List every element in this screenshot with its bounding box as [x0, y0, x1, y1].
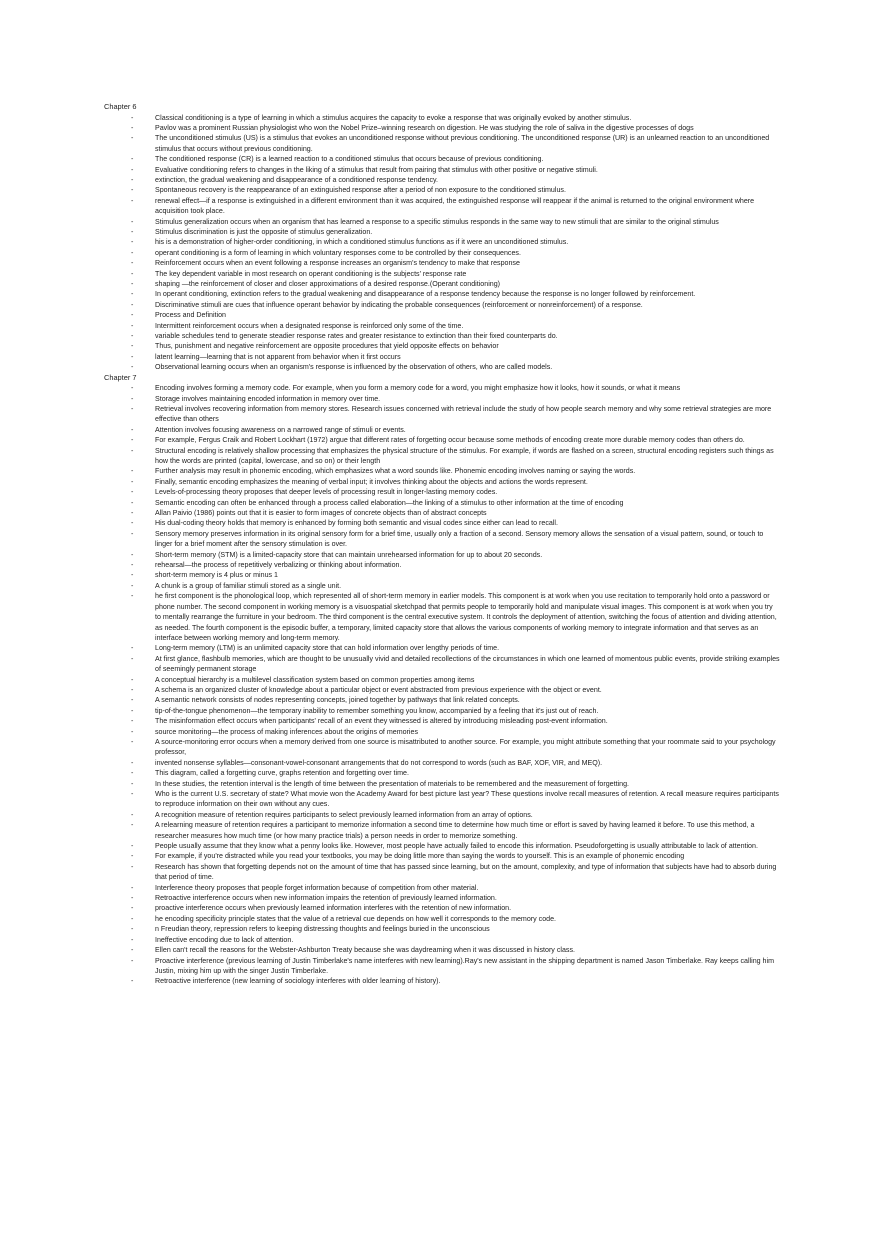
bullet-dash: - [131, 758, 134, 767]
item-text: A chunk is a group of familiar stimuli stored as a single unit. [155, 581, 342, 590]
item-text: The conditioned response (CR) is a learned reaction to a conditioned stimulus that occurs because of previous conditioning. [155, 155, 544, 164]
item-text: Intermittent reinforcement occurs when a designated response is reinforced only some of the time. [155, 321, 464, 330]
list-item [104, 810, 780, 820]
item-text: variable schedules tend to generate steadier response rates and greater resistance to extinction than their fixed counterparts do. [155, 332, 558, 341]
bullet-list [104, 113, 780, 373]
item-text: A schema is an organized cluster of knowledge about a particular object or event abstracted from previous experience with the object or event. [155, 685, 602, 694]
list-item [104, 570, 780, 580]
item-text: The misinformation effect occurs when participants' recall of an event they witnessed is altered by introducing misleading post-event information. [155, 717, 608, 726]
list-item [104, 425, 780, 435]
item-text: invented nonsense syllables—consonant-vowel-consonant arrangements that do not correspond to words (such as BAF, XOF, VIR, and MEQ). [155, 758, 603, 767]
bullet-dash: - [131, 384, 134, 393]
item-text: Storage involves maintaining encoded information in memory over time. [155, 394, 381, 403]
bullet-dash: - [131, 592, 134, 601]
bullet-dash: - [131, 300, 134, 309]
bullet-dash: - [131, 238, 134, 247]
item-text: A semantic network consists of nodes representing concepts, joined together by pathways that link related concepts. [155, 696, 520, 705]
bullet-dash: - [131, 644, 134, 653]
list-item [104, 185, 780, 195]
list-item [104, 352, 780, 362]
item-text: Process and Definition [155, 311, 226, 320]
list-item [104, 643, 780, 653]
list-item [104, 737, 780, 758]
list-item [104, 924, 780, 934]
item-text: People usually assume that they know what a penny looks like. However, most people have actually failed to encode this information. Pseudoforgetting is usually attributable to lack of attention. [155, 842, 758, 851]
item-text: Sensory memory preserves information in its original sensory form for a brief time, usually only a fraction of a second. Sensory memory allows the sensation of a visual pattern, sound, or touch to linger for a brief moment after the sensory stimulation is over. [155, 529, 764, 549]
bullet-dash: - [131, 123, 134, 132]
bullet-dash: - [131, 769, 134, 778]
bullet-dash: - [131, 852, 134, 861]
bullet-dash: - [131, 155, 134, 164]
bullet-dash: - [131, 821, 134, 830]
list-item [104, 300, 780, 310]
item-text: His dual-coding theory holds that memory is enhanced by forming both semantic and visual codes since either can lead to recall. [155, 519, 558, 528]
item-text: Finally, semantic encoding emphasizes the meaning of verbal input; it involves thinking about the objects and actions the words represent. [155, 477, 588, 486]
bullet-dash: - [131, 363, 134, 372]
list-item [104, 123, 780, 133]
bullet-dash: - [131, 550, 134, 559]
item-text: The unconditioned stimulus (US) is a stimulus that evokes an unconditioned response without previous conditioning. The unconditioned response (UR) is an unlearned reaction to an unconditioned stimulus that occurs without previous conditioning. [155, 134, 770, 153]
bullet-dash: - [131, 779, 134, 788]
list-item [104, 435, 780, 445]
list-item [104, 820, 780, 841]
bullet-dash: - [131, 477, 134, 486]
bullet-dash: - [131, 675, 134, 684]
chapter-section [104, 102, 780, 373]
bullet-dash: - [131, 696, 134, 705]
list-item [104, 341, 780, 351]
list-item [104, 487, 780, 497]
item-text: Stimulus discrimination is just the opposite of stimulus generalization. [155, 227, 373, 236]
list-item [104, 175, 780, 185]
bullet-dash: - [131, 883, 134, 892]
item-text: Allan Paivio (1986) points out that it is easier to form images of concrete objects than of abstract concepts [155, 509, 487, 518]
item-text: proactive interference occurs when previously learned information interferes with the retention of new information. [155, 904, 512, 913]
bullet-dash: - [131, 842, 134, 851]
item-text: Further analysis may result in phonemic encoding, which emphasizes what a word sounds like. Phonemic encoding involves naming or saying the words. [155, 467, 636, 476]
item-text: Observational learning occurs when an organism's response is influenced by the observation of others, who are called models. [155, 363, 553, 372]
list-item [104, 560, 780, 570]
item-text: For example, Fergus Craik and Robert Lockhart (1972) argue that different rates of forgetting occur because some methods of encoding create more durable memory codes than others do. [155, 436, 745, 445]
item-text: operant conditioning is a form of learning in which voluntary responses come to be controlled by their consequences. [155, 248, 521, 257]
item-text: At first glance, flashbulb memories, which are thought to be unusually vivid and detailed recollections of the circumstances in which one learned of momentous public events, provide striking examples of seemingly permanent storage [155, 654, 780, 674]
bullet-dash: - [131, 914, 134, 923]
item-text: Research has shown that forgetting depends not on the amount of time that has passed since learning, but on the amount, complexity, and type of information that subjects have had to absorb during that period of time. [155, 862, 777, 882]
bullet-dash: - [131, 519, 134, 528]
list-item [104, 196, 780, 217]
bullet-dash: - [131, 280, 134, 288]
item-text: In operant conditioning, extinction refers to the gradual weakening and disappearance of a response tendency because the response is no longer followed by reinforcement. [155, 290, 696, 299]
list-item [104, 518, 780, 528]
bullet-dash: - [131, 342, 134, 351]
item-text: Retroactive interference occurs when new information impairs the retention of previously learned information. [155, 894, 497, 903]
list-item [104, 654, 780, 675]
bullet-dash: - [131, 654, 134, 663]
list-item [104, 237, 780, 247]
bullet-dash: - [131, 790, 134, 798]
list-item [104, 477, 780, 487]
list-item [104, 248, 780, 258]
list-item [104, 466, 780, 476]
bullet-dash: - [131, 862, 134, 871]
chapter-heading: Chapter 7 [104, 372, 137, 382]
bullet-dash: - [131, 498, 134, 507]
bullet-dash: - [131, 529, 134, 538]
list-item [104, 258, 780, 268]
item-text: A source-monitoring error occurs when a memory derived from one source is misattributed to another source. For example, you might attribute something that your roommate said to your psychology professor, [155, 737, 776, 757]
bullet-dash: - [131, 165, 134, 174]
document [104, 102, 780, 987]
list-item [104, 914, 780, 924]
item-text: Long-term memory (LTM) is an unlimited capacity store that can hold information over lengthy periods of time. [155, 644, 500, 653]
bullet-dash: - [131, 737, 134, 746]
list-item [104, 903, 780, 913]
item-text: Retroactive interference (new learning of sociology interferes with older learning of history). [155, 977, 441, 986]
item-text: he encoding specificity principle states that the value of a retrieval cue depends on how well it corresponds to the memory code. [155, 914, 557, 923]
item-text: n Freudian theory, repression refers to keeping distressing thoughts and feelings buried in the unconscious [155, 925, 490, 934]
list-item [104, 591, 780, 643]
chapter-heading: Chapter 6 [104, 102, 137, 111]
bullet-dash: - [131, 685, 134, 694]
bullet-dash: - [131, 269, 134, 278]
item-text: Classical conditioning is a type of learning in which a stimulus acquires the capacity to evoke a response that was originally evoked by another stimulus. [155, 113, 632, 122]
bullet-dash: - [131, 488, 134, 497]
item-text: Evaluative conditioning refers to changes in the liking of a stimulus that result from pairing that stimulus with other positive or negative stimuli. [155, 165, 598, 174]
list-item [104, 550, 780, 560]
bullet-dash: - [131, 561, 134, 570]
item-text: latent learning—learning that is not apparent from behavior when it first occurs [155, 352, 401, 361]
item-text: Thus, punishment and negative reinforcement are opposite procedures that yield opposite effects on behavior [155, 342, 499, 351]
bullet-dash: - [131, 467, 134, 476]
bullet-dash: - [131, 404, 134, 413]
list-item [104, 675, 780, 685]
bullet-dash: - [131, 810, 134, 819]
bullet-dash: - [131, 904, 134, 913]
item-text: Short-term memory (STM) is a limited-capacity store that can maintain unrehearsed information for up to about 20 seconds. [155, 550, 543, 559]
bullet-dash: - [131, 946, 134, 955]
list-item [104, 883, 780, 893]
list-item [104, 383, 780, 393]
item-text: source monitoring—the process of making inferences about the origins of memories [155, 727, 418, 736]
bullet-dash: - [131, 717, 134, 726]
list-item [104, 789, 780, 810]
item-text: shaping —the reinforcement of closer and closer approximations of a desired response.(Operant conditioning) [155, 280, 501, 288]
item-text: Encoding involves forming a memory code. For example, when you form a memory code for a word, you might emphasize how it looks, how it sounds, or what it means [155, 384, 681, 393]
bullet-dash: - [131, 134, 134, 143]
item-text: Levels-of-processing theory proposes that deeper levels of processing result in longer-lasting memory codes. [155, 488, 498, 497]
item-text: Proactive interference (previous learning of Justin Timberlake's name interferes with new learning).Ray's new assistant in the shipping department is named Jason Timberlake. Ray keeps calling him Justin, mixing him up with the singer Justin Timberlake. [155, 956, 774, 975]
bullet-dash: - [131, 196, 134, 205]
list-item [104, 321, 780, 331]
bullet-dash: - [131, 113, 134, 122]
list-item [104, 154, 780, 164]
item-text: A conceptual hierarchy is a multilevel classification system based on common properties among items [155, 675, 475, 684]
list-item [104, 935, 780, 945]
list-item [104, 113, 780, 123]
bullet-dash: - [131, 436, 134, 445]
item-text: For example, if you're distracted while you read your textbooks, you may be doing little more than saying the words to yourself. This is an example of phonemic encoding [155, 852, 685, 861]
list-item [104, 695, 780, 705]
list-item [104, 581, 780, 591]
bullet-dash: - [131, 894, 134, 903]
bullet-dash: - [131, 977, 134, 986]
item-text: Discriminative stimuli are cues that influence operant behavior by indicating the probable consequences (reinforcement or nonreinforcement) of a response. [155, 300, 643, 309]
item-text: Reinforcement occurs when an event following a response increases an organism's tendency to make that response [155, 259, 520, 268]
item-text: In these studies, the retention interval is the length of time between the presentation of materials to be remembered and the measurement of forgetting. [155, 779, 629, 788]
item-text: Ineffective encoding due to lack of attention. [155, 935, 294, 944]
list-item [104, 404, 780, 425]
bullet-dash: - [131, 925, 134, 934]
bullet-dash: - [131, 217, 134, 226]
list-item [104, 768, 780, 778]
bullet-dash: - [131, 394, 134, 403]
item-text: Who is the current U.S. secretary of state? What movie won the Academy Award for best picture last year? These questions involve recall measures of retention. A recall measure requires participants to reproduce information on their own without any cues. [155, 790, 779, 809]
list-item [104, 331, 780, 341]
list-item [104, 310, 780, 320]
item-text: Pavlov was a prominent Russian physiologist who won the Nobel Prize–winning research on digestion. He was studying the role of saliva in the digestive processes of dogs [155, 123, 694, 132]
list-item [104, 269, 780, 279]
item-text: The key dependent variable in most research on operant conditioning is the subjects' response rate [155, 269, 467, 278]
list-item [104, 779, 780, 789]
bullet-dash: - [131, 311, 134, 320]
bullet-dash: - [131, 352, 134, 361]
bullet-dash: - [131, 332, 134, 341]
list-item [104, 394, 780, 404]
item-text: Structural encoding is relatively shallow processing that emphasizes the physical structure of the stimulus. For example, if words are flashed on a screen, structural encoding registers such things as how the words are printed (capital, lowercase, and so on) or their length [155, 446, 774, 465]
bullet-dash: - [131, 581, 134, 590]
list-item [104, 945, 780, 955]
list-item [104, 841, 780, 851]
list-item [104, 976, 780, 986]
bullet-dash: - [131, 175, 134, 184]
bullet-dash: - [131, 935, 134, 944]
list-item [104, 289, 780, 299]
bullet-list [104, 383, 780, 987]
item-text: short-term memory is 4 plus or minus 1 [155, 571, 278, 580]
item-text: extinction, the gradual weakening and disappearance of a conditioned response tendency. [155, 175, 439, 184]
list-item [104, 217, 780, 227]
item-text: Retrieval involves recovering information from memory stores. Research issues concerned with retrieval include the study of how people search memory and why some retrieval strategies are more effective than others [155, 404, 772, 424]
bullet-dash: - [131, 571, 134, 580]
list-item [104, 706, 780, 716]
bullet-dash: - [131, 706, 134, 715]
item-text: Semantic encoding can often be enhanced through a process called elaboration—the linking of a stimulus to other information at the time of encoding [155, 498, 624, 507]
chapter-section [104, 373, 780, 987]
list-item [104, 716, 780, 726]
bullet-dash: - [131, 509, 134, 518]
bullet-dash: - [131, 727, 134, 736]
item-text: Stimulus generalization occurs when an organism that has learned a response to a specific stimulus responds in the same way to new stimuli that are similar to the original stimulus [155, 217, 719, 226]
item-text: tip-of-the-tongue phenomenon—the temporary inability to remember something you know, accompanied by a feeling that it's just out of reach. [155, 706, 599, 715]
list-item [104, 498, 780, 508]
list-item [104, 133, 780, 154]
bullet-dash: - [131, 259, 134, 268]
list-item [104, 893, 780, 903]
bullet-dash: - [131, 321, 134, 330]
list-item [104, 758, 780, 768]
list-item [104, 727, 780, 737]
bullet-dash: - [131, 425, 134, 434]
list-item [104, 529, 780, 550]
item-text: A recognition measure of retention requires participants to select previously learned information from an array of options. [155, 810, 533, 819]
item-text: Interference theory proposes that people forget information because of competition from other material. [155, 883, 479, 892]
list-item [104, 446, 780, 467]
item-text: A relearning measure of retention requires a participant to memorize information a second time to determine how much time or effort is saved by having learned it before. To use this method, a researcher measures how much time (or how many practice trials) a person needs in order to memorize something. [155, 821, 755, 840]
list-item [104, 165, 780, 175]
list-item [104, 279, 780, 289]
bullet-dash: - [131, 227, 134, 236]
list-item [104, 851, 780, 861]
bullet-dash: - [131, 248, 134, 257]
list-item [104, 685, 780, 695]
item-text: This diagram, called a forgetting curve, graphs retention and forgetting over time. [155, 769, 409, 778]
item-text: his is a demonstration of higher-order conditioning, in which a conditioned stimulus functions as if it were an unconditioned stimulus. [155, 238, 569, 247]
item-text: he first component is the phonological loop, which represented all of short-term memory in earlier models. This component is at work when you use recitation to temporarily hold onto a password or phone number. The second component in working memory is a visuospatial sketchpad that permits people to temporarily hold and manipulate visual images. This component is at work when you try to mentally rearrange the furniture in your bedroom. The third component is the central executive system. It controls the deployment of attention, switching the focus of attention and dividing attention, as needed. The fourth component is the episodic buffer, a temporary, limited capacity store that allows the various components of working memory to integrate information and that serves as an interface between working memory and long-term memory. [155, 592, 777, 642]
item-text: Spontaneous recovery is the reappearance of an extinguished response after a period of non exposure to the conditioned stimulus. [155, 186, 566, 195]
list-item [104, 956, 780, 977]
item-text: rehearsal—the process of repetitively verbalizing or thinking about information. [155, 561, 402, 570]
bullet-dash: - [131, 290, 134, 299]
list-item [104, 227, 780, 237]
list-item [104, 508, 780, 518]
bullet-dash: - [131, 956, 134, 965]
item-text: renewal effect—if a response is extinguished in a different environment than it was acquired, the extinguished response will reappear if the animal is returned to the original environment where acquisition took place. [155, 196, 755, 216]
list-item [104, 862, 780, 883]
list-item [104, 362, 780, 372]
bullet-dash: - [131, 186, 134, 195]
bullet-dash: - [131, 446, 134, 455]
item-text: Attention involves focusing awareness on a narrowed range of stimuli or events. [155, 425, 406, 434]
item-text: Ellen can't recall the reasons for the Webster-Ashburton Treaty because she was daydreaming when it was discussed in history class. [155, 946, 575, 955]
